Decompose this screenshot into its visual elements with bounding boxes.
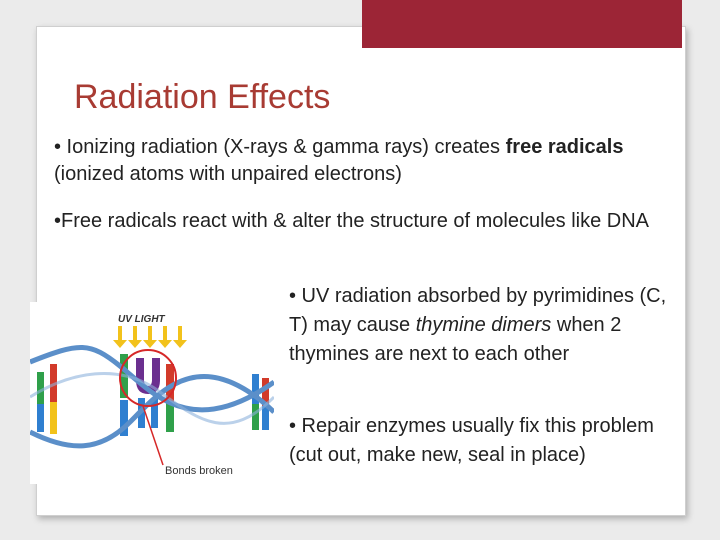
bullet-emphasis: free radicals — [505, 136, 624, 158]
bullet-emphasis: thymine dimers — [415, 314, 552, 336]
bullet-free-radicals: •Free radicals react with & alter the structure of molecules like DNA — [54, 210, 649, 232]
bullet-text: • Ionizing radiation (X-rays & gamma rays) creates — [54, 136, 506, 158]
bullet-text: when 2 thymines are next to each other — [289, 314, 622, 365]
bullet-text: • UV radiation absorbed by pyrimidines (C, T) may cause — [289, 285, 667, 336]
uv-arrows — [113, 326, 187, 348]
bullet-ionizing-radiation — [54, 134, 664, 188]
bullet-repair-enzymes: • Repair enzymes usually fix this problem (cut out, make new, seal in place) — [289, 415, 654, 466]
dna-illustration — [30, 302, 274, 484]
accent-bar — [362, 0, 682, 48]
uv-light-label: UV LIGHT — [118, 314, 165, 325]
slide-title: Radiation Effects — [74, 78, 331, 116]
bonds-broken-label: Bonds broken — [165, 465, 233, 477]
dna-dimer-figure — [30, 302, 274, 484]
bullet-text: (ionized atoms with unpaired electrons) — [54, 163, 402, 185]
bullet-uv-radiation — [289, 282, 689, 369]
